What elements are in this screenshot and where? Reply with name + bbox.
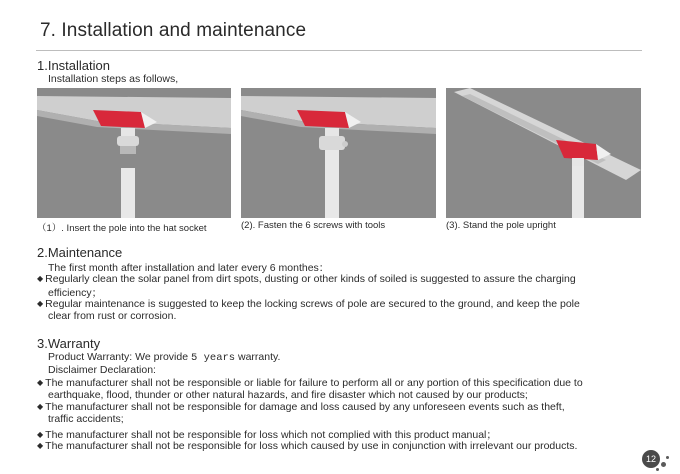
maintenance-bullet-2 <box>37 298 580 310</box>
warranty-period: 5 years <box>190 352 236 364</box>
maintenance-bullet-1-cont: efficiency； <box>48 287 103 299</box>
maintenance-bullet-1 <box>37 273 576 285</box>
title-divider <box>36 50 642 51</box>
disclaimer-heading: Disclaimer Declaration: <box>48 364 156 376</box>
installation-heading: 1.Installation <box>37 58 110 73</box>
disclaimer-1-text: The manufacturer shall not be responsible or liable for failure to perform all or any portion of this specification due to <box>45 377 583 389</box>
disclaimer-bullet-1 <box>37 377 583 389</box>
step-2-caption: (2). Fasten the 6 screws with tools <box>241 220 386 231</box>
disclaimer-bullet-1-cont: earthquake, flood, thunder or other natural hazards, and fire disaster which not caused by our products; <box>48 389 528 401</box>
disclaimer-bullet-2-cont: traffic accidents; <box>48 413 124 425</box>
maintenance-bullet-2-cont: clear from rust or corrosion. <box>48 310 177 322</box>
page-title: 7. Installation and maintenance <box>40 20 307 41</box>
warranty-suffix: warranty. <box>235 351 281 363</box>
disclaimer-4-text: The manufacturer shall not be responsible for loss which caused by use in conjunction with irrelevant our products. <box>45 440 578 452</box>
step-1-caption: （1）. Insert the pole into the hat socket <box>37 223 207 234</box>
maintenance-bullet-1-text: Regularly clean the solar panel from dirt spots, dusting or other kinds of soiled is suggested to assure the charging <box>45 273 576 285</box>
maintenance-intro: The first month after installation and later every 6 monthes： <box>48 262 330 274</box>
warranty-statement <box>48 351 280 364</box>
installation-intro: Installation steps as follows, <box>48 73 179 85</box>
decorative-dot <box>666 456 669 459</box>
maintenance-bullet-2-text: Regular maintenance is suggested to keep the locking screws of pole are secured to the ground, and keep the pole <box>45 298 580 310</box>
warranty-prefix: Product Warranty: We provide <box>48 351 191 363</box>
screws-fasten-photo <box>241 88 436 218</box>
disclaimer-bullet-4 <box>37 440 577 452</box>
pole-insert-photo <box>37 88 231 218</box>
pole-upright-photo <box>446 88 641 218</box>
decorative-dot <box>656 468 659 471</box>
disclaimer-2-text: The manufacturer shall not be responsible for damage and loss caused by any unforeseen events such as theft, <box>45 401 565 413</box>
maintenance-heading: 2.Maintenance <box>37 245 123 260</box>
decorative-dot <box>661 462 666 467</box>
warranty-heading: 3.Warranty <box>37 336 101 351</box>
page-number: 12 <box>642 450 660 468</box>
step-3-caption: (3). Stand the pole upright <box>446 220 556 231</box>
disclaimer-3-text: The manufacturer shall not be responsible for loss which not complied with this product manual； <box>45 429 497 441</box>
disclaimer-bullet-2 <box>37 401 565 413</box>
